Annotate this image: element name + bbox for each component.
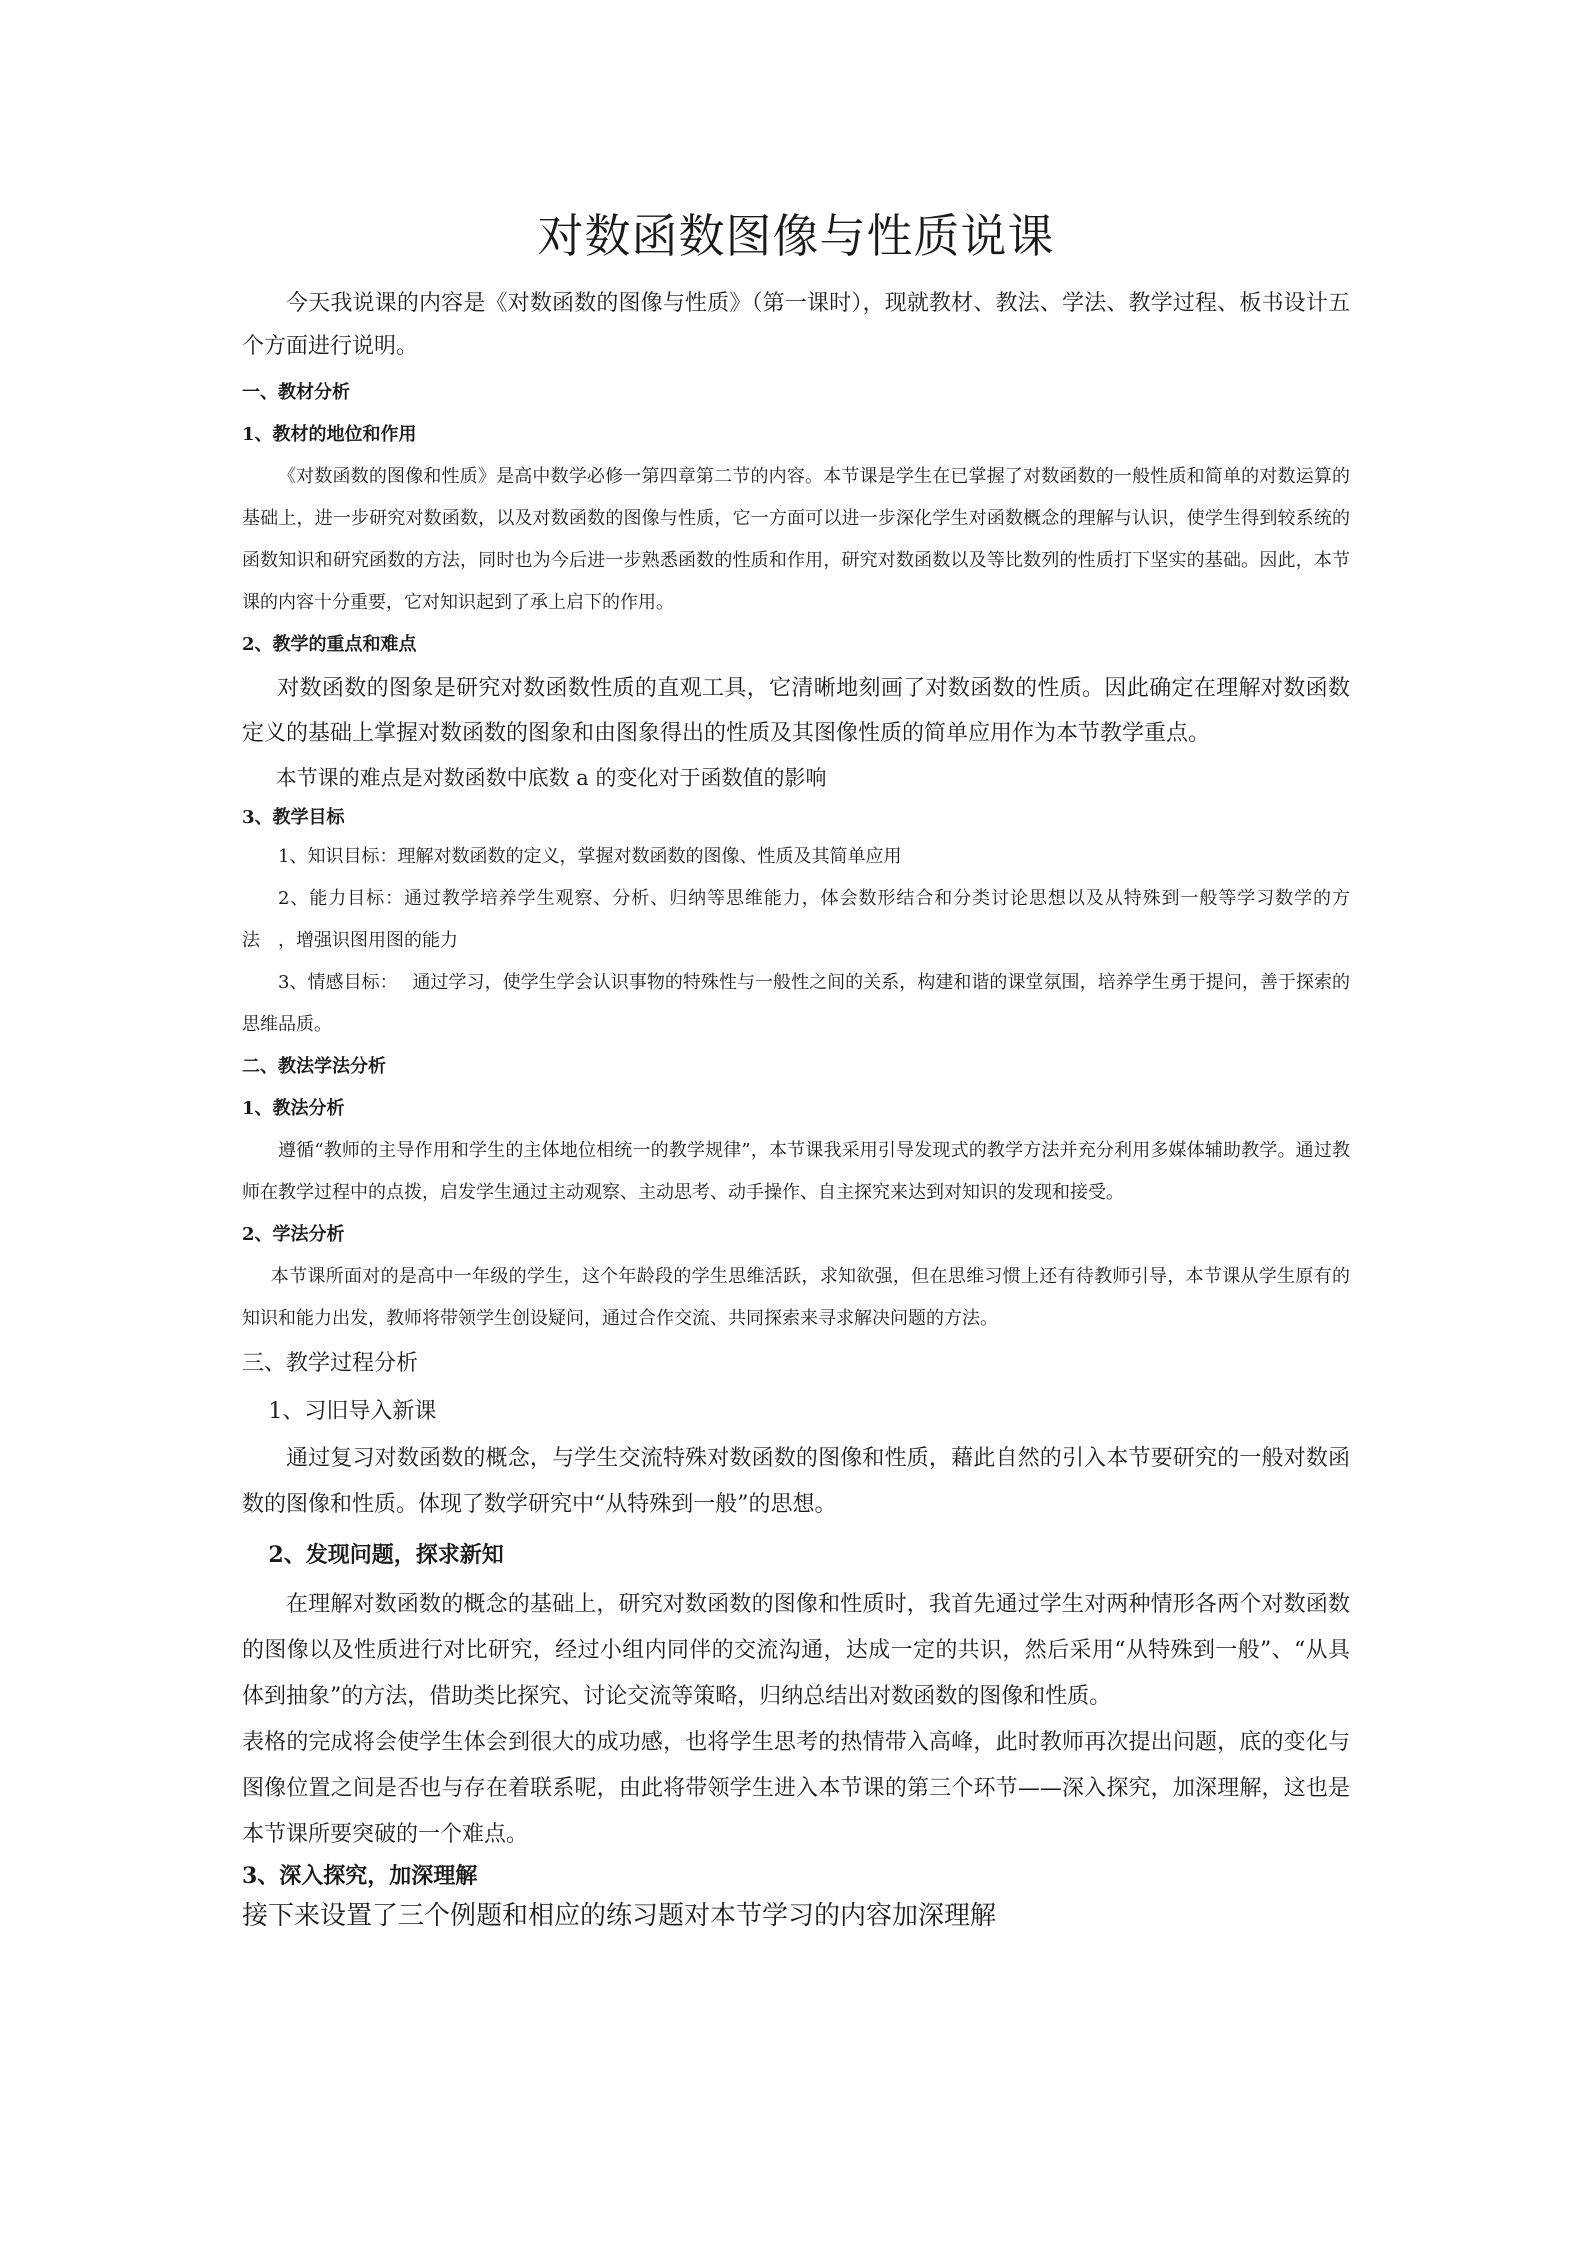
section1-heading: 一、教材分析 xyxy=(242,382,350,403)
section3-sub3-heading: 3、深入探究，加深理解 xyxy=(242,1863,478,1889)
section3-sub2-paragraph-1: 在理解对数函数的概念的基础上，研究对数函数的图像和性质时，我首先通过学生对两种情形各两个对数函数的图像以及性质进行对比研究，经过小组内同伴的交流沟通，达成一定的共识，然后采用“从特殊到一般”、“从具体到抽象”的方法，借助类比探究、讨论交流等策略，归纳总结出对数函数的图像和性质。 xyxy=(242,1592,1350,1709)
section3-sub1-heading: 1、习旧导入新课 xyxy=(268,1399,437,1424)
document-title: 对数函数图像与性质说课 xyxy=(537,209,1055,263)
goal-emotion: 3、情感目标： 通过学习，使学生学会认识事物的特殊性与一般性之间的关系，构建和谐的课堂氛围，培养学生勇于提问，善于探索的思维品质。 xyxy=(242,972,1350,1035)
section3-sub2-heading: 2、发现问题，探求新知 xyxy=(268,1542,504,1568)
section2-sub2-heading: 2、学法分析 xyxy=(242,1224,345,1245)
section1-sub1-paragraph: 《对数函数的图像和性质》是高中数学必修一第四章第二节的内容。本节课是学生在已掌握了对数函数的一般性质和简单的对数运算的基础上，进一步研究对数函数，以及对数函数的图像与性质，它一方面可以进一步深化学生对函数概念的理解与认识，使学生得到较系统的函数知识和研究函数的方法，同时也为今后进一步熟悉函数的性质和作用，研究对数函数以及等比数列的性质打下坚实的基础。因此，本节课的内容十分重要，它对知识起到了承上启下的作用。 xyxy=(242,466,1350,613)
goal-knowledge: 1、知识目标：理解对数函数的定义，掌握对数函数的图像、性质及其简单应用 xyxy=(278,846,902,867)
section2-sub1-paragraph: 遵循“教师的主导作用和学生的主体地位相统一的教学规律”，本节课我采用引导发现式的教学方法并充分利用多媒体辅助教学。通过教师在教学过程中的点拨，启发学生通过主动观察、主动思考、动手操作、自主探究来达到对知识的发现和接受。 xyxy=(242,1140,1350,1203)
goal-ability: 2、能力目标：通过教学培养学生观察、分析、归纳等思维能力，体会数形结合和分类讨论思想以及从特殊到一般等学习数学的方法 ，增强识图用图的能力 xyxy=(242,888,1350,951)
section3-sub1-paragraph: 通过复习对数函数的概念，与学生交流特殊对数函数的图像和性质，藉此自然的引入本节要研究的一般对数函数的图像和性质。体现了数学研究中“从特殊到一般”的思想。 xyxy=(242,1446,1350,1517)
section1-sub2-paragraph-1: 对数函数的图象是研究对数函数性质的直观工具，它清晰地刻画了对数函数的性质。因此确定在理解对数函数定义的基础上掌握对数函数的图象和由图象得出的性质及其图像性质的简单应用作为本节教学重点。 xyxy=(242,676,1350,746)
section2-sub1-heading: 1、教法分析 xyxy=(242,1098,345,1119)
section2-sub2-paragraph: 本节课所面对的是高中一年级的学生，这个年龄段的学生思维活跃，求知欲强，但在思维习惯上还有待教师引导，本节课从学生原有的知识和能力出发，教师将带领学生创设疑问，通过合作交流、共同探索来寻求解决问题的方法。 xyxy=(242,1266,1350,1329)
document-body xyxy=(242,196,1350,1938)
section1-sub3-heading: 3、教学目标 xyxy=(242,807,345,828)
section3-heading: 三、教学过程分析 xyxy=(242,1351,419,1376)
section1-sub2-paragraph-2: 本节课的难点是对数函数中底数 a 的变化对于函数值的影响 xyxy=(275,766,827,790)
section3-sub2-paragraph-2: 表格的完成将会使学生体会到很大的成功感，也将学生思考的热情带入高峰，此时教师再次提出问题，底的变化与图像位置之间是否也与存在着联系呢，由此将带领学生进入本节课的第三个环节——深入探究，加深理解，这也是本节课所要突破的一个难点。 xyxy=(242,1730,1350,1847)
section1-sub2-heading: 2、教学的重点和难点 xyxy=(242,634,417,655)
section3-sub3-paragraph: 接下来设置了三个例题和相应的练习题对本节学习的内容加深理解 xyxy=(242,1901,997,1931)
section1-sub1-heading: 1、教材的地位和作用 xyxy=(242,424,417,445)
section2-heading: 二、教法学法分析 xyxy=(242,1056,386,1077)
intro-paragraph: 今天我说课的内容是《对数函数的图像与性质》（第一课时），现就教材、教法、学法、教学过程、板书设计五个方面进行说明。 xyxy=(242,291,1350,359)
